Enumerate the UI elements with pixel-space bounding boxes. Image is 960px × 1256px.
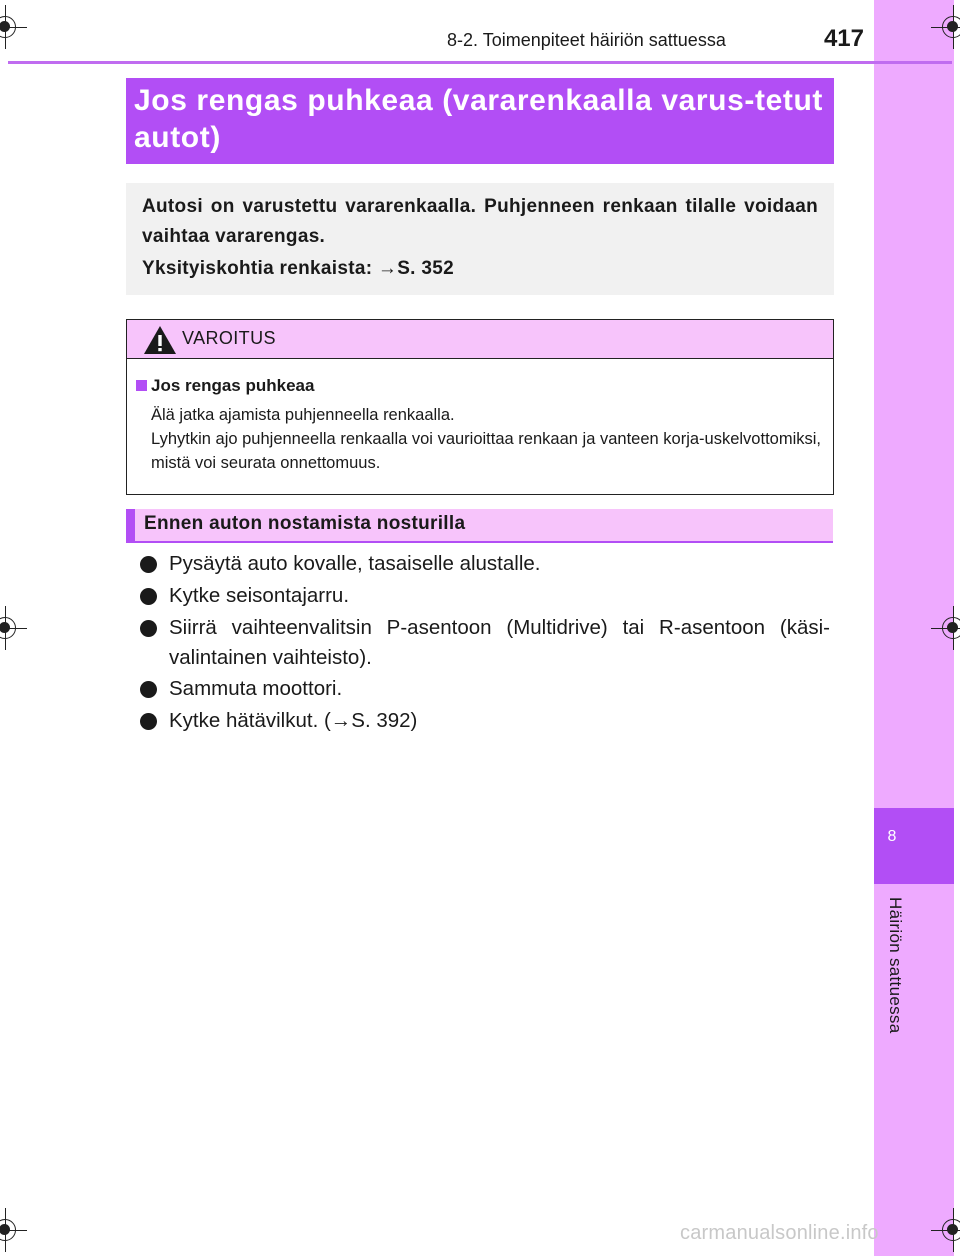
list-item-text: Sammuta moottori. — [169, 677, 343, 700]
list-item-text: Siirrä vaihteenvalitsin P-asentoon (Multidrive) tai R-asentoon (käsi-valintainen vaihteisto). — [169, 616, 830, 669]
bullet-icon — [140, 588, 157, 605]
registration-mark-icon — [942, 16, 960, 38]
registration-mark-icon — [942, 617, 960, 639]
watermark: carmanualsonline.info — [680, 1222, 879, 1244]
list-item-text: Kytke hätävilkut. (→S. 392) — [169, 709, 418, 732]
page-title: Jos rengas puhkeaa (vararenkaalla varus-tetut autot) — [134, 84, 823, 154]
bullet-icon — [140, 620, 157, 637]
warning-text-line: Älä jatka ajamista puhjenneella renkaalla. — [151, 406, 455, 424]
running-header: 8-2. Toimenpiteet häiriön sattuessa — [447, 30, 726, 50]
list-item — [140, 549, 830, 579]
list-item — [140, 706, 830, 736]
square-bullet-icon — [136, 380, 147, 391]
warning-heading: Jos rengas puhkeaa — [151, 376, 315, 395]
bullet-icon — [140, 556, 157, 573]
warning-text-line: Lyhytkin ajo puhjenneella renkaalla voi vaurioittaa renkaan ja vanteen korja-uskelvottomiksi, mistä voi seurata onnettomuus. — [151, 430, 821, 472]
list-item — [140, 581, 830, 611]
chapter-number: 8 — [887, 828, 897, 845]
chapter-tab[interactable] — [874, 808, 954, 884]
registration-mark-icon — [0, 617, 16, 639]
bullet-icon — [140, 681, 157, 698]
registration-mark-icon — [0, 1219, 16, 1241]
intro-reference: Yksityiskohtia renkaista: →S. 352 — [142, 258, 454, 279]
section-title: Ennen auton nostamista nosturilla — [144, 513, 466, 534]
section-heading-accent — [126, 509, 135, 543]
page-number: 417 — [823, 25, 864, 52]
list-item — [140, 674, 830, 704]
warning-label: VAROITUS — [182, 328, 276, 348]
registration-mark-icon — [942, 1219, 960, 1241]
warning-triangle-icon — [143, 325, 177, 355]
chapter-title: Häiriön sattuessa — [886, 897, 905, 1034]
list-item-text: Kytke seisontajarru. — [169, 584, 350, 607]
list-item — [140, 613, 830, 673]
list-item-text: Pysäytä auto kovalle, tasaiselle alustalle. — [169, 552, 541, 575]
header-rule — [8, 61, 952, 64]
intro-text: Autosi on varustettu vararenkaalla. Puhjenneen renkaan tilalle voidaan vaihtaa vararengas. — [142, 196, 818, 247]
bullet-icon — [140, 713, 157, 730]
registration-mark-icon — [0, 16, 16, 38]
